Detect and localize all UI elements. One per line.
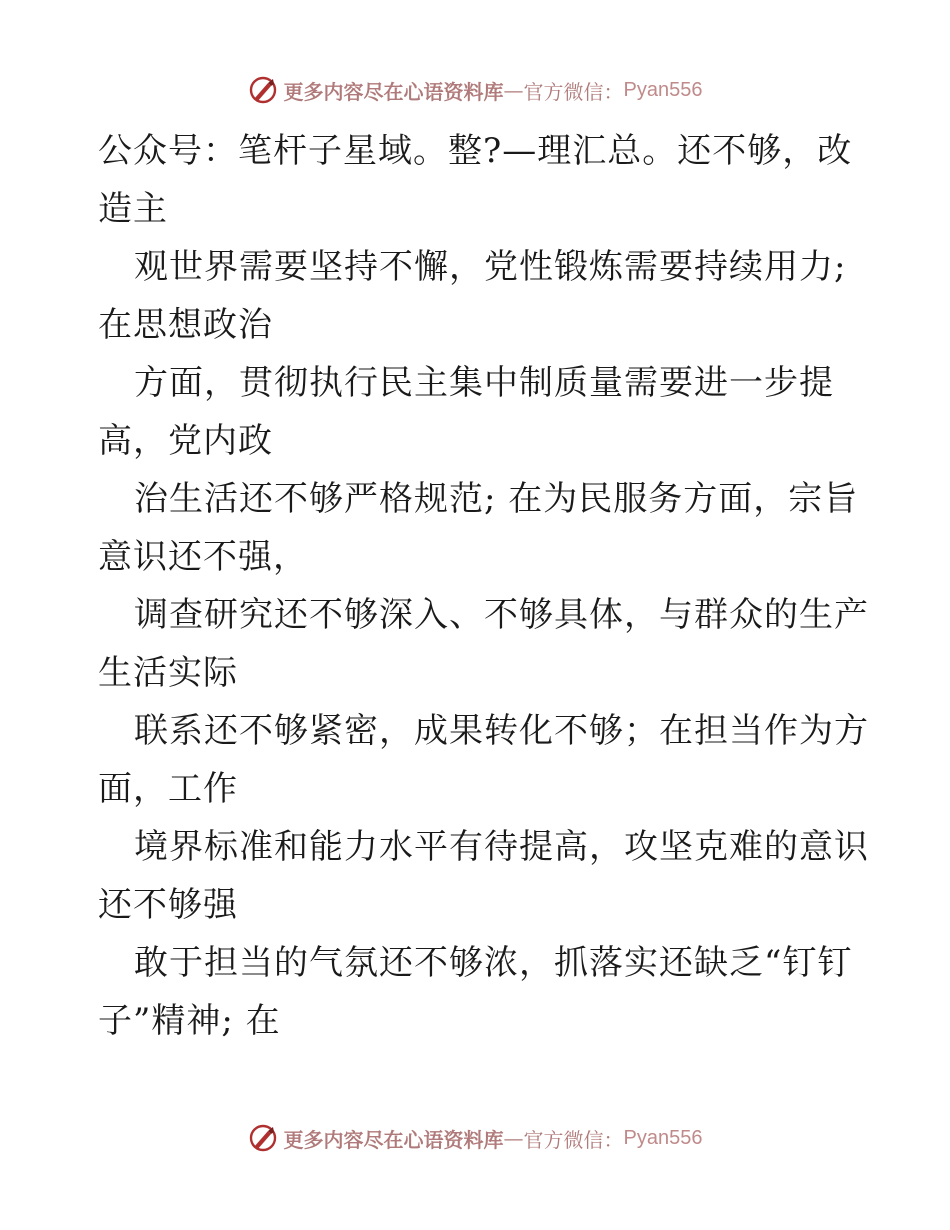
text-line: 境界标准和能力水平有待提高，攻坚克难的意识 <box>134 827 869 867</box>
text-line: 还不够强 <box>98 885 238 925</box>
text-line: 公众号：笔杆子星域。整?—理汇总。还不够，改 <box>98 131 853 171</box>
text-line: 意识还不强， <box>98 537 308 577</box>
text-line: 面，工作 <box>98 769 238 809</box>
text-line: 联系还不够紧密，成果转化不够；在担当作为方 <box>134 711 869 751</box>
header-banner <box>0 70 950 110</box>
quill-pen-logo-icon <box>248 75 278 105</box>
banner-title: 更多内容尽在心语资料库 <box>283 1127 504 1152</box>
text-line: 在思想政治 <box>98 305 273 345</box>
banner-contact-id: Pyan556 <box>623 1126 703 1149</box>
quill-pen-logo-icon <box>248 1123 278 1153</box>
banner-title: 更多内容尽在心语资料库 <box>283 79 504 104</box>
text-line: 治生活还不够严格规范; 在为民服务方面，宗旨 <box>134 479 859 519</box>
banner-dash: — <box>503 78 524 102</box>
text-line: 观世界需要坚持不懈，党性锻炼需要持续用力; <box>134 247 847 287</box>
document-body <box>98 122 869 1050</box>
banner-dash: — <box>503 1126 524 1150</box>
banner-contact-label: 官方微信： <box>523 1127 624 1152</box>
text-line: 子”精神; 在 <box>98 1001 281 1041</box>
text-line: 高，党内政 <box>98 421 273 461</box>
text-line: 调查研究还不够深入、不够具体，与群众的生产 <box>134 595 869 635</box>
text-line: 敢于担当的气氛还不够浓，抓落实还缺乏“钉钉 <box>134 943 853 983</box>
banner-contact-id: Pyan556 <box>623 78 703 101</box>
text-line: 造主 <box>98 189 168 229</box>
footer-banner <box>0 1118 950 1158</box>
text-line: 生活实际 <box>98 653 238 693</box>
banner-contact-label: 官方微信： <box>523 79 624 104</box>
text-line: 方面，贯彻执行民主集中制质量需要进一步提 <box>134 363 834 403</box>
